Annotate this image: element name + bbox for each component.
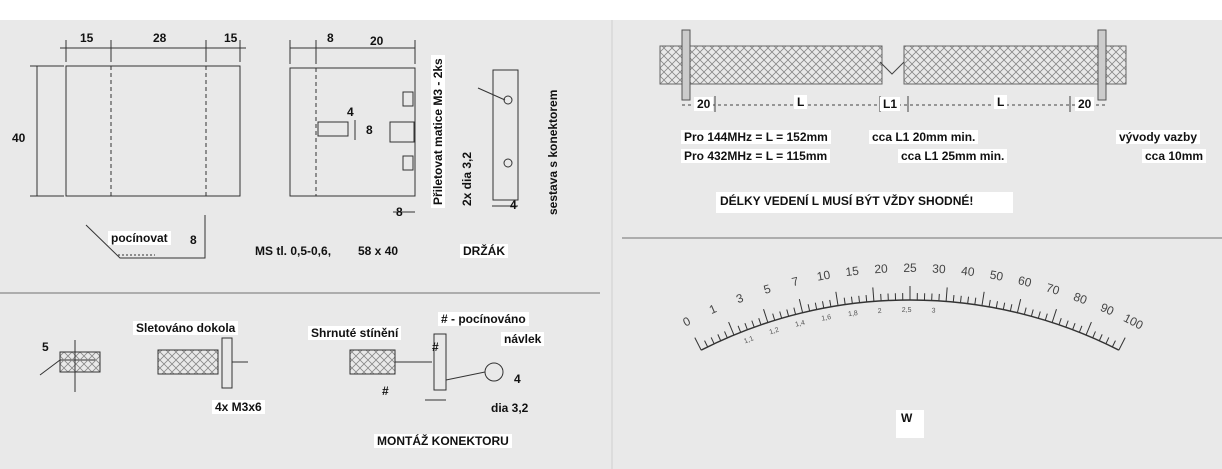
meter-tick — [968, 297, 969, 304]
meter-upper-label: 15 — [844, 263, 860, 280]
meter-tick — [982, 292, 984, 306]
meter-tick — [1038, 312, 1040, 319]
meter-upper-label: 100 — [1121, 310, 1146, 333]
meter-lower-label: 2 — [877, 307, 882, 316]
plate-dim-w1: 15 — [80, 31, 94, 45]
holder-title: DRŽÁK — [460, 244, 508, 258]
meter-tick — [815, 303, 816, 310]
screws-note: 4x M3x6 — [212, 400, 265, 414]
top-white-strip — [610, 0, 1222, 20]
nut-note: Přiletovat matice M3 - 2ks — [431, 55, 445, 208]
holder-dim-slot: 8 — [366, 123, 373, 137]
meter-tick — [822, 301, 823, 308]
plate-dim-height: 40 — [12, 131, 26, 145]
meter-upper-label: 0 — [680, 313, 693, 330]
dim-4: 4 — [514, 372, 521, 386]
meter-tick — [1024, 308, 1026, 315]
dim-5: 5 — [42, 340, 49, 354]
meter-tick — [718, 334, 721, 340]
meter-tick — [752, 321, 754, 328]
meter-tick — [729, 322, 734, 335]
meter-tick — [695, 338, 701, 350]
meter-tick — [759, 318, 761, 325]
meter-tick — [1052, 309, 1056, 322]
meter-tick — [859, 296, 860, 303]
dim-end-right: 20 — [1075, 97, 1094, 111]
vyvody-note-2: cca 10mm — [1142, 149, 1206, 163]
meter-tick — [851, 297, 852, 304]
shield-note: Shrnuté stínění — [308, 326, 401, 340]
dim-L-right: L — [994, 95, 1007, 109]
meter-tick — [711, 337, 714, 343]
meter-upper-label: 30 — [931, 261, 947, 277]
tin-dim: 8 — [190, 233, 197, 247]
meter-tick — [745, 323, 747, 330]
meter-tick — [1119, 338, 1125, 350]
assembly-note: sestava s konektorem — [546, 89, 560, 215]
meter-tick — [1099, 334, 1102, 340]
meter-lower-label: 1,8 — [847, 310, 859, 319]
meter-upper-label: 25 — [903, 261, 917, 275]
holder-dim-b: 20 — [370, 34, 384, 48]
mounting-title: MONTÁŽ KONEKTORU — [374, 434, 512, 448]
side-dim: 4 — [510, 198, 517, 212]
meter-upper-label: 90 — [1098, 300, 1117, 319]
hash-mark-1: # — [432, 340, 439, 354]
holder-side-view — [478, 70, 518, 206]
meter-tick — [989, 300, 990, 307]
meter-tick — [787, 310, 789, 317]
meter-upper-label: 1 — [706, 301, 719, 317]
vyvody-note-1: vývody vazby — [1116, 130, 1200, 144]
meter-tick — [764, 309, 768, 322]
meter-unit: W — [896, 410, 924, 438]
tin-note: pocínovat — [108, 231, 171, 245]
meter-tick — [780, 312, 782, 319]
spec-line-144: Pro 144MHz = L = 152mm — [681, 130, 831, 144]
meter-tick — [1045, 314, 1047, 321]
meter-tick — [996, 301, 997, 308]
meter-tick — [1059, 318, 1061, 325]
meter-lower-label: 1,4 — [794, 319, 806, 329]
meter-tick — [1003, 303, 1004, 310]
meter-upper-label: 40 — [960, 263, 976, 280]
warning-note: DÉLKY VEDENÍ L MUSÍ BÝT VŽDY SHODNÉ! — [716, 192, 1013, 213]
meter-tick — [953, 295, 954, 302]
meter-tick — [725, 331, 728, 337]
meter-scale — [680, 261, 1145, 350]
holder-dim-bottom: 8 — [396, 205, 403, 219]
dim-L-left: L — [794, 95, 807, 109]
meter-tick — [1093, 331, 1096, 337]
meter-upper-label: 7 — [790, 274, 801, 290]
meter-tick — [794, 308, 796, 315]
meter-tick — [808, 304, 810, 311]
meter-tick — [773, 314, 775, 321]
meter-upper-label: 5 — [761, 281, 773, 297]
spec-line-432-l1: cca L1 25mm min. — [898, 149, 1007, 163]
plate-drawing — [30, 40, 246, 196]
meter-tick — [1086, 322, 1091, 335]
meter-upper-label: 20 — [873, 261, 889, 277]
meter-lower-label: 1,1 — [743, 335, 755, 346]
meter-tick — [738, 326, 741, 333]
meter-tick — [960, 296, 961, 303]
meter-tick — [836, 292, 838, 306]
meter-lower-label: 1,2 — [768, 326, 780, 337]
meter-tick — [705, 341, 708, 347]
meter-tick — [1106, 337, 1109, 343]
meter-tick — [1066, 321, 1068, 328]
size-note: 58 x 40 — [358, 244, 399, 258]
meter-lower-label: 3 — [931, 307, 936, 315]
meter-upper-label: 80 — [1071, 289, 1089, 308]
meter-tick — [873, 287, 874, 301]
holes-note: 2x dia 3,2 — [460, 151, 474, 206]
plate-dim-w3: 15 — [224, 31, 238, 45]
plate-dim-w2: 28 — [153, 31, 167, 45]
meter-tick — [1031, 310, 1033, 317]
meter-lower-label: 1,6 — [820, 313, 832, 323]
tinned-legend: # - pocínováno — [438, 312, 529, 326]
holder-dim-a: 8 — [327, 31, 334, 45]
meter-tick — [844, 298, 845, 305]
material-note: MS tl. 0,5-0,6, — [255, 244, 332, 258]
top-white-strip-left — [0, 0, 610, 20]
meter-upper-label: 3 — [734, 290, 746, 307]
sleeve-note: návlek — [501, 332, 544, 346]
meter-lower-label: 2,5 — [901, 306, 912, 315]
meter-tick — [1079, 326, 1082, 333]
holder-drawing — [290, 40, 415, 212]
meter-tick — [1017, 299, 1020, 313]
dia-note: dia 3,2 — [491, 401, 529, 415]
spec-line-144-l1: cca L1 20mm min. — [869, 130, 978, 144]
meter-upper-label: 60 — [1016, 273, 1033, 290]
soldered-note: Sletováno dokola — [133, 321, 238, 335]
meter-tick — [1112, 341, 1115, 347]
spec-line-432: Pro 432MHz = L = 115mm — [681, 149, 830, 163]
hash-mark-2: # — [382, 384, 389, 398]
dim-end-left: 20 — [694, 97, 713, 111]
meter-tick — [975, 298, 976, 305]
meter-tick — [946, 287, 947, 301]
meter-tick — [830, 300, 831, 307]
meter-tick — [866, 295, 867, 302]
meter-tick — [799, 299, 802, 313]
meter-upper-label: 50 — [988, 267, 1005, 284]
meter-tick — [1010, 304, 1012, 311]
meter-upper-label: 70 — [1044, 280, 1062, 298]
meter-tick — [1073, 323, 1075, 330]
holder-dim-hole: 4 — [347, 105, 354, 119]
dim-L1: L1 — [880, 97, 900, 111]
meter-upper-label: 10 — [815, 267, 832, 284]
